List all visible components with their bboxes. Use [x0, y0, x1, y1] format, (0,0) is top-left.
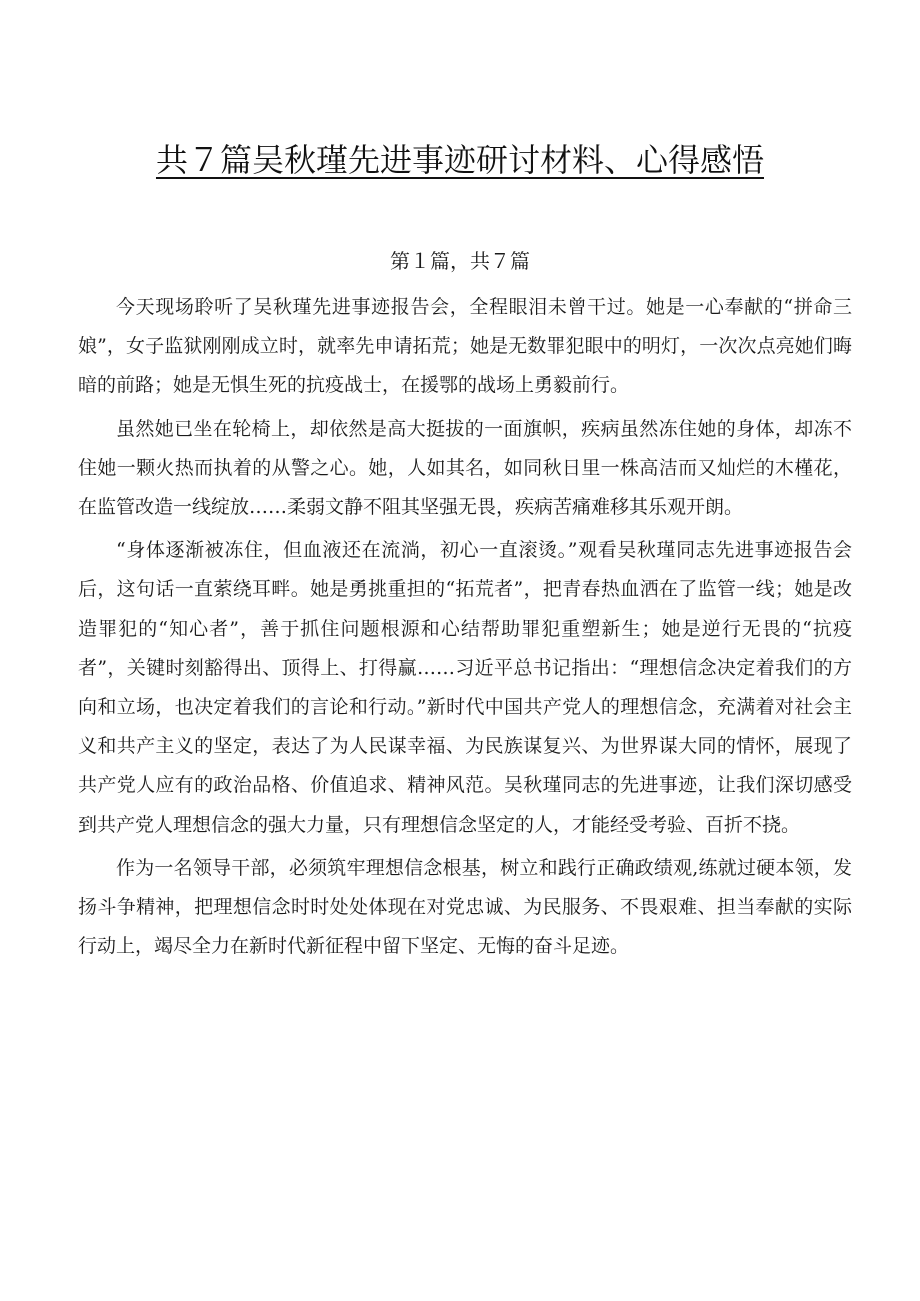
paragraph-1: 今天现场聆听了吴秋瑾先进事迹报告会，全程眼泪未曾干过。她是一心奉献的“拼命三娘”，女子监狱刚刚成立时，就率先申请拓荒；她是无数罪犯眼中的明灯，一次次点亮她们晦暗的前路；她是无惧生死的抗疫战士，在援鄂的战场上勇毅前行。: [78, 296, 852, 397]
document-title-text: 共７篇吴秋瑾先进事迹研讨材料、心得感悟: [155, 141, 764, 179]
article-number-label: 第１篇，共７篇: [390, 249, 530, 273]
document-body: [78, 288, 852, 970]
paragraph-3: “身体逐渐被冻住，但血液还在流淌，初心一直滚烫。”观看吴秋瑾同志先进事迹报告会后，这句话一直萦绕耳畔。她是勇挑重担的“拓荒者”，把青春热血洒在了监管一线；她是改造罪犯的“知心者”，善于抓住问题根源和心结帮助罪犯重塑新生；她是逆行无畏的“抗疫者”，关键时刻豁得出、顶得上、打得赢……习近平总书记指出：“理想信念决定着我们的方向和立场，也决定着我们的言论和行动。”新时代中国共产党人的理想信念，充满着对社会主义和共产主义的坚定，表达了为人民谋幸福、为民族谋复兴、为世界谋大同的情怀，展现了共产党人应有的政治品格、价值追求、精神风范。吴秋瑾同志的先进事迹，让我们深切感受到共产党人理想信念的强大力量，只有理想信念坚定的人，才能经受考验、百折不挠。: [78, 539, 852, 836]
paragraph-2: 虽然她已坐在轮椅上，却依然是高大挺拔的一面旗帜，疾病虽然冻住她的身体，却冻不住她一颗火热而执着的从警之心。她，人如其名，如同秋日里一株高洁而又灿烂的木槿花，在监管改造一线绽放……柔弱文静不阻其坚强无畏，疾病苦痛难移其乐观开朗。: [78, 417, 852, 519]
document-title: [0, 138, 920, 182]
paragraph-4: 作为一名领导干部，必须筑牢理想信念根基，树立和践行正确政绩观,练就过硬本领，发扬斗争精神，把理想信念时时处处体现在对党忠诚、为民服务、不畏艰难、担当奉献的实际行动上，竭尽全力在新时代新征程中留下坚定、无悔的奋斗足迹。: [78, 856, 852, 958]
